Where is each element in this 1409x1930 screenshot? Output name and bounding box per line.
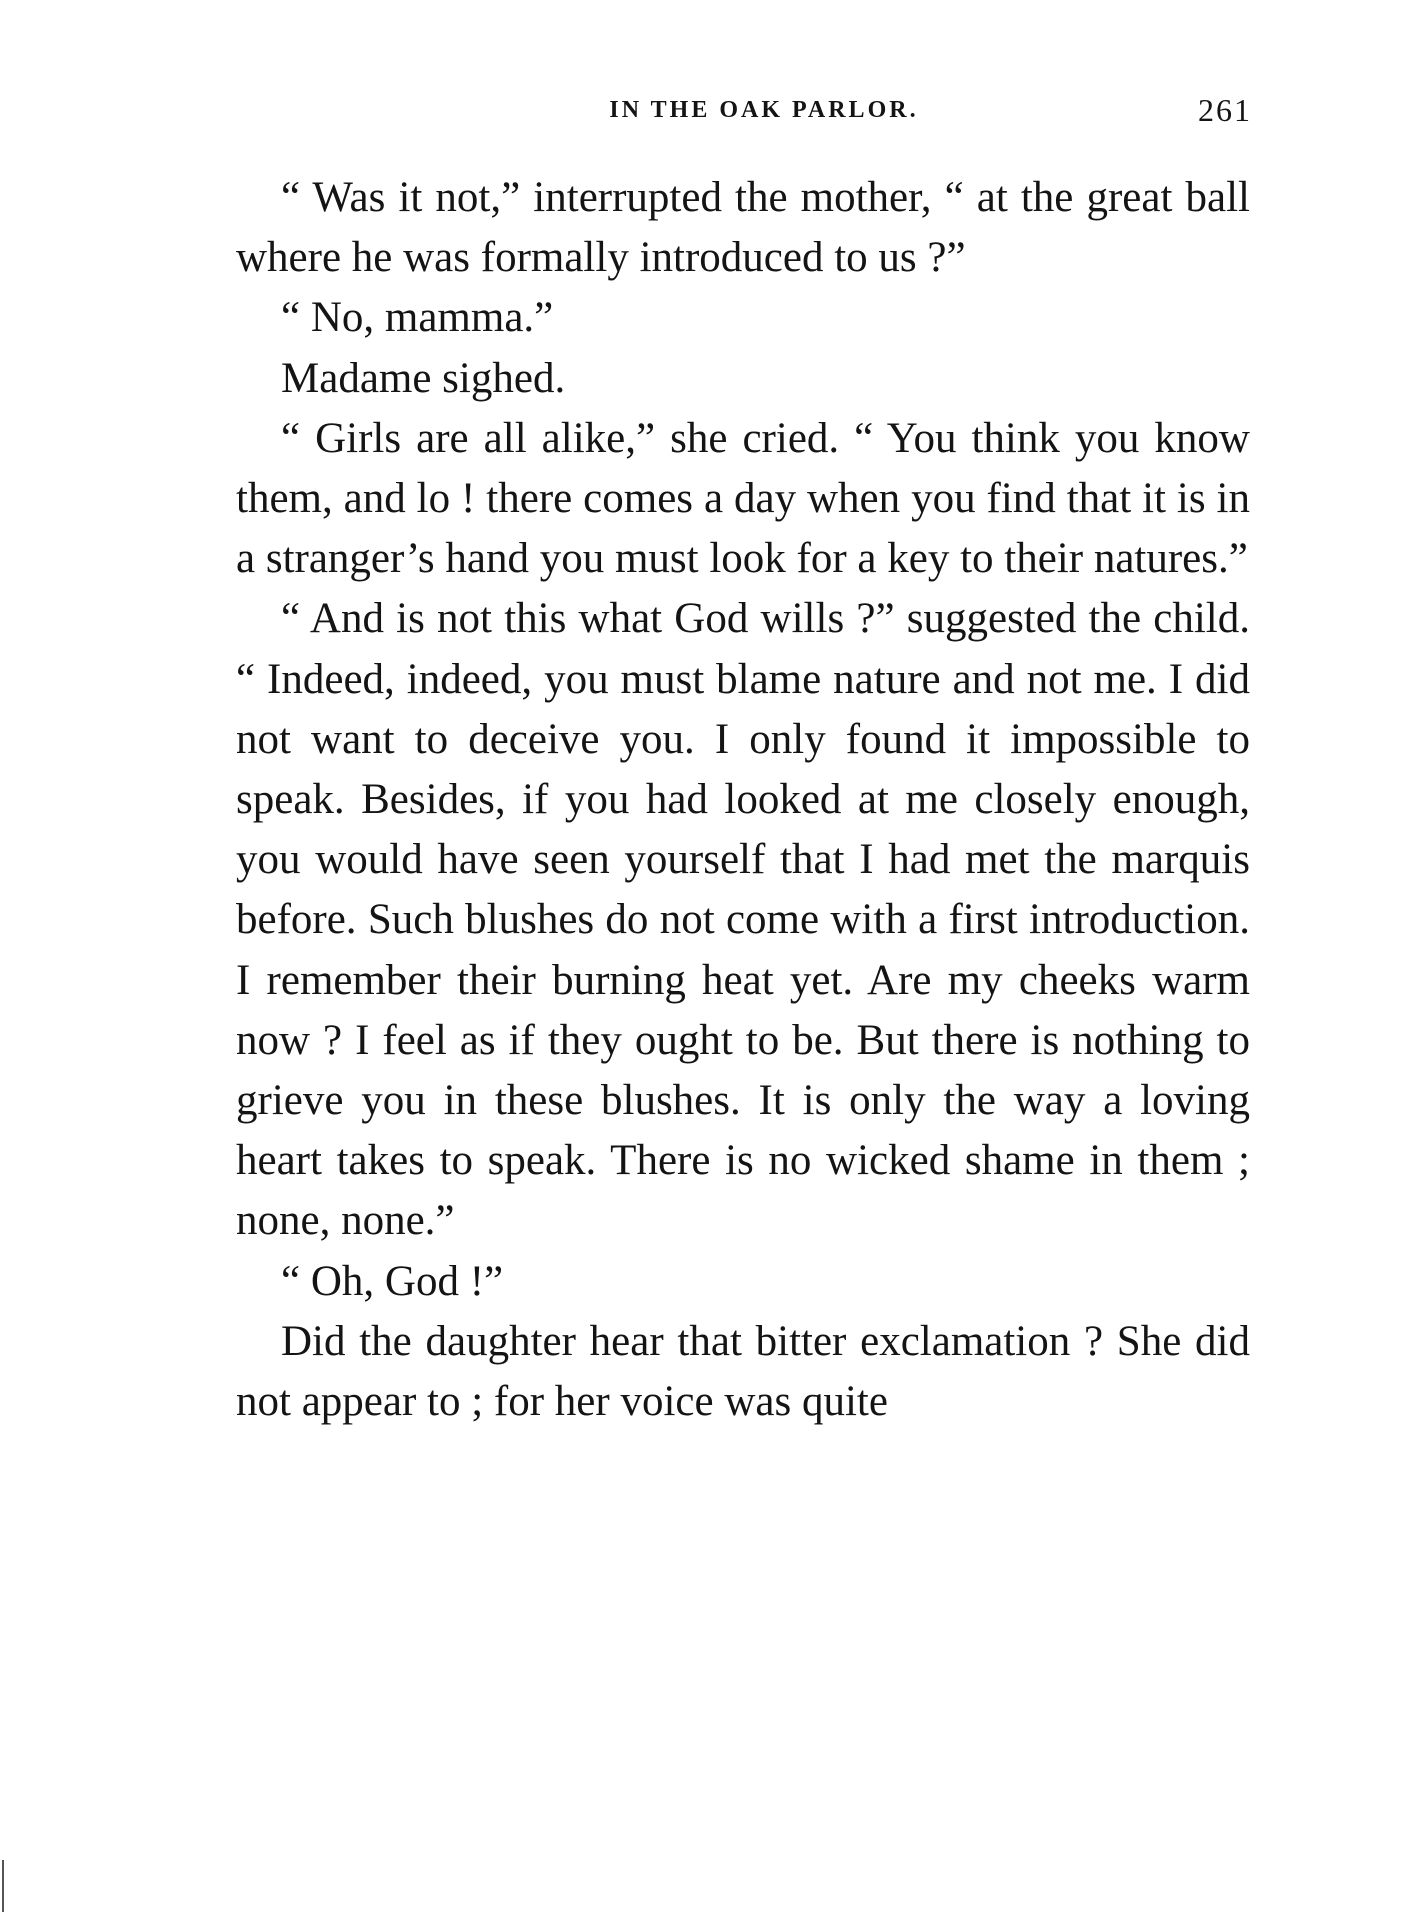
running-head <box>236 88 1252 132</box>
scan-edge-mark <box>2 1860 4 1912</box>
paragraph-no-mamma: “ No, mamma.” <box>281 294 554 342</box>
paragraph-god-wills: “ And is not this what God wills ?” suggested the child. “ Indeed, indeed, you must blame nature and not me. I did not want to deceive you. I only found it impossible to speak. Besides, if you had looked at me closely enough, you would have seen yourself that I had met the marquis before. Such blushes do not come with a first introduction. I remember their burning heat yet. Are my cheeks warm now ? I feel as if they ought to be. But there is nothing to grieve you in these blushes. It is only the way a loving heart takes to speak. There is no wicked shame in them ; none, none.” <box>236 595 1250 1245</box>
running-title: IN THE OAK PARLOR. <box>609 97 919 123</box>
paragraph-oh-god: “ Oh, God !” <box>281 1257 504 1305</box>
paragraph-mother-question: “ Was it not,” interrupted the mother, “ at the great ball where he was formally introduced to us ?” <box>236 174 1250 282</box>
paragraph-girls-alike: “ Girls are all alike,” she cried. “ You think you know them, and lo ! there comes a day when you find that it is in a stranger’s hand you must look for a key to their natures.” <box>236 414 1250 583</box>
body-text <box>236 168 1250 1432</box>
paragraph-madame-sighed: Madame sighed. <box>281 354 566 402</box>
page-number: 261 <box>1198 92 1252 128</box>
paragraph-daughter-hear: Did the daughter hear that bitter exclamation ? She did not appear to ; for her voice was quite <box>236 1317 1250 1426</box>
